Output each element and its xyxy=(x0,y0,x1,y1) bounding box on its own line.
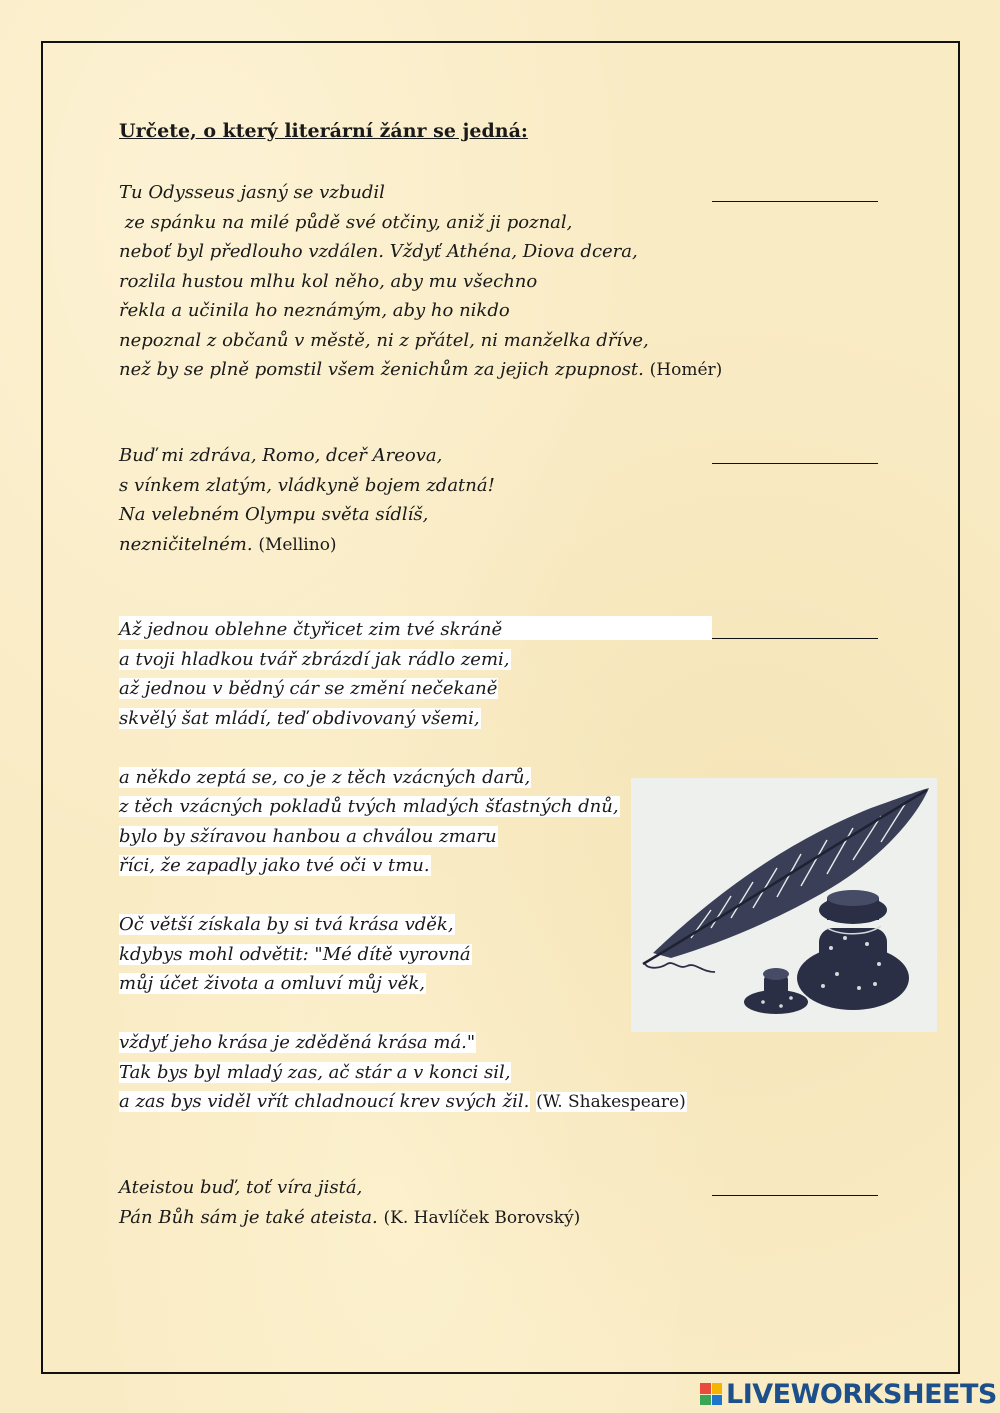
stanza-gap xyxy=(119,881,687,911)
task-title: Určete, o který literární žánr se jedná: xyxy=(119,120,528,142)
poem-line-text: Pán Bůh sám je také ateista. xyxy=(119,1206,378,1228)
poem-line xyxy=(119,969,687,999)
poem-line: rozlila hustou mlhu kol něho, aby mu všechno xyxy=(119,270,538,292)
poem-line-text: než by se plně pomstil všem ženichům za jejich zpupnost. xyxy=(119,359,644,380)
poem-line-text: a někdo zeptá se, co je z těch vzácných darů, xyxy=(119,766,531,788)
poem-line-text: z těch vzácných pokladů tvých mladých šťastných dnů, xyxy=(119,796,619,817)
poem-line xyxy=(119,1058,687,1088)
poem-line: s vínkem zlatým, vládkyně bojem zdatná! xyxy=(119,474,495,496)
poem-4 xyxy=(119,1173,580,1232)
answer-line-2[interactable] xyxy=(712,463,878,464)
poem-line-text: nezničitelném. xyxy=(119,533,253,555)
poem-line xyxy=(119,792,687,822)
answer-line-1[interactable] xyxy=(712,201,878,202)
answer-line-4[interactable] xyxy=(712,1195,878,1196)
poem-line xyxy=(119,674,687,704)
poem-line-text: Až jednou oblehne čtyřicet zim tvé skráně xyxy=(119,619,503,640)
poem-line: Buď mi zdráva, Romo, dceř Areova, xyxy=(119,445,443,466)
poem-line xyxy=(119,910,687,940)
poem-line xyxy=(119,645,687,675)
poem-author: (K. Havlíček Borovský) xyxy=(383,1207,581,1228)
poem-line xyxy=(119,1087,687,1117)
poem-line-text: bylo by sžíravou hanbou a chválou zmaru xyxy=(119,825,497,847)
poem-line: Ateistou buď, toť víra jistá, xyxy=(119,1177,363,1198)
poem-line-text: kdybys mohl odvětit: "Mé dítě vyrovná xyxy=(119,943,471,965)
poem-line-text: skvělý šat mládí, teď obdivovaný všemi, xyxy=(119,707,480,729)
poem-3 xyxy=(119,615,687,1117)
liveworksheets-logo[interactable] xyxy=(700,1378,997,1410)
poem-line xyxy=(119,822,687,852)
poem-line: Tu Odysseus jasný se vzbudil xyxy=(119,182,385,203)
poem-line xyxy=(119,615,687,645)
poem-line xyxy=(119,704,687,734)
logo-grid-icon xyxy=(700,1383,722,1405)
poem-author: (Homér) xyxy=(649,360,723,380)
poem-line xyxy=(119,851,687,881)
poem-line-text: a zas bys viděl vřít chladnoucí krev svých žil. xyxy=(119,1091,530,1112)
answer-line-3[interactable] xyxy=(712,638,878,639)
poem-2 xyxy=(119,441,495,559)
poem-author: (W. Shakespeare) xyxy=(536,1092,686,1112)
poem-line xyxy=(119,763,687,793)
stanza-gap xyxy=(119,999,687,1029)
poem-line-text: říci, že zapadly jako tvé oči v tmu. xyxy=(119,855,430,876)
poem-line xyxy=(119,940,687,970)
poem-line xyxy=(119,1028,687,1058)
poem-line: řekla a učinila ho neznámým, aby ho nikdo xyxy=(119,300,510,321)
stanza-gap xyxy=(119,733,687,763)
poem-line xyxy=(119,355,722,385)
poem-line-text: Oč větší získala by si tvá krása vděk, xyxy=(119,914,454,935)
quill-and-inkwell-icon xyxy=(631,778,937,1032)
poem-line-text: až jednou v bědný cár se změní nečekaně xyxy=(119,678,498,699)
poem-line: neboť byl předlouho vzdálen. Vždyť Athéna, Diova dcera, xyxy=(119,241,638,262)
poem-author: (Mellino) xyxy=(258,534,337,555)
poem-line-text: Tak bys byl mladý zas, ač stár a v konci sil, xyxy=(119,1061,511,1083)
poem-line xyxy=(119,1203,580,1233)
poem-line: ze spánku na milé půdě své otčiny, aniž ji poznal, xyxy=(119,211,573,233)
poem-line-text: můj účet života a omluví můj věk, xyxy=(119,973,425,994)
poem-line: nepoznal z občanů v městě, ni z přátel, ni manželka dříve, xyxy=(119,329,649,351)
poem-1 xyxy=(119,178,722,385)
poem-line: Na velebném Olympu světa sídlíš, xyxy=(119,504,429,525)
poem-line xyxy=(119,530,495,560)
poem-line-text: a tvoji hladkou tvář zbrázdí jak rádlo zemi, xyxy=(119,648,510,670)
poem-line-text: vždyť jeho krása je zděděná krása má." xyxy=(119,1032,476,1053)
logo-text: LIVEWORKSHEETS xyxy=(726,1378,997,1410)
